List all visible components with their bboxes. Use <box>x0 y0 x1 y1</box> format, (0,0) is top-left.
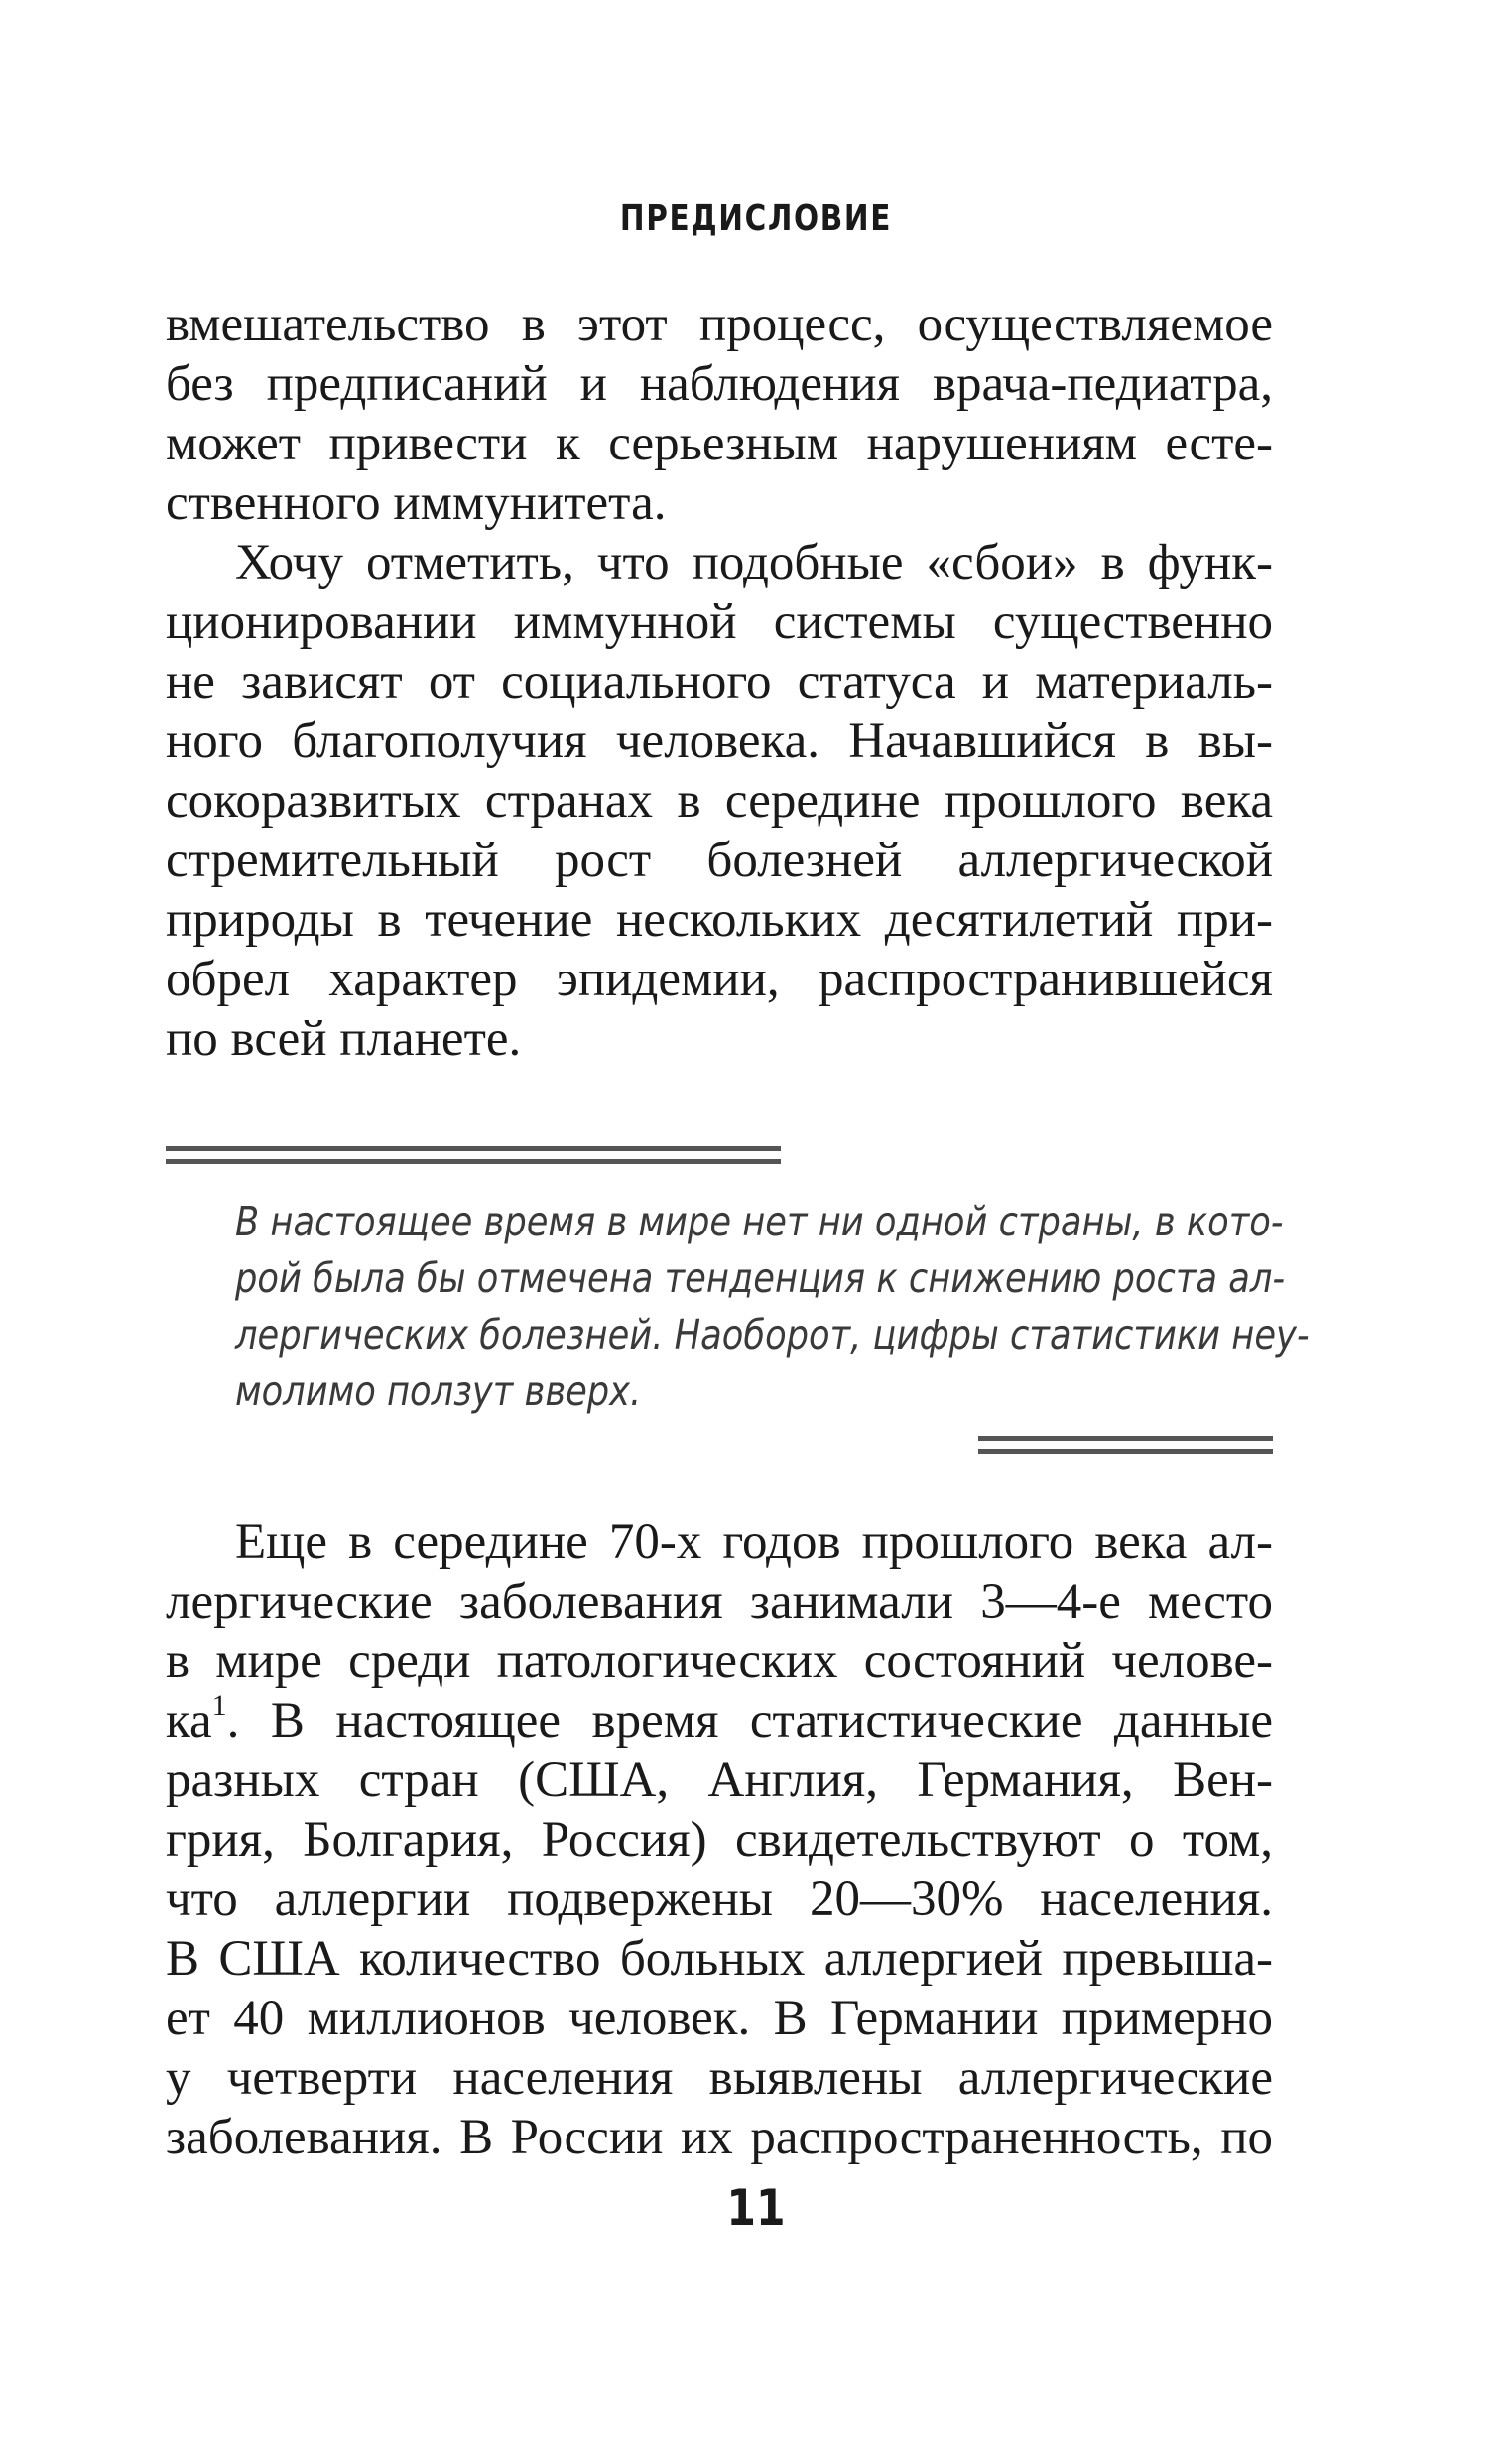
footnote-marker[interactable]: 1 <box>211 1689 227 1722</box>
text-line: ционировании иммунной системы существенно <box>166 594 1273 650</box>
text-line: В США количество больных аллергией превыша- <box>166 1931 1273 1987</box>
text-line: разных стран (США, Англия, Германия, Вен- <box>166 1752 1273 1808</box>
text-line: грия, Болгария, Россия) свидетельствуют о том, <box>166 1812 1273 1868</box>
text-line: заболевания. В России их распространенность, по <box>166 2110 1273 2165</box>
page-number: 11 <box>726 2179 786 2237</box>
text-line: стремительный рост болезней аллергической <box>166 833 1273 888</box>
text-fragment: . В настоящее время статистические данные <box>226 1693 1273 1749</box>
running-head: ПРЕДИСЛОВИЕ <box>619 198 893 239</box>
text-line <box>166 1691 1273 1750</box>
text-line: обрел характер эпидемии, распространившейся <box>166 952 1273 1007</box>
text-fragment: ка <box>166 1693 212 1749</box>
callout-line: молимо ползут вверх. <box>235 1367 642 1415</box>
callout-box <box>235 1194 1310 1420</box>
paragraph-2 <box>166 533 1273 1069</box>
text-line: вмешательство в этот процесс, осуществляемое <box>166 297 1273 352</box>
paragraph-3 <box>166 1512 1273 2167</box>
text-line: в мире среди патологических состояний челове- <box>166 1633 1273 1689</box>
text-line: у четверти населения выявлены аллергические <box>166 2050 1273 2106</box>
callout-bottom-rule <box>978 1436 1273 1454</box>
text-line: сокоразвитых странах в середине прошлого века <box>166 773 1273 829</box>
text-line: Еще в середине 70-х годов прошлого века ал- <box>235 1514 1273 1570</box>
callout-line: рой была бы отмечена тенденция к снижению роста ал- <box>235 1254 1286 1302</box>
callout-top-rule <box>166 1146 781 1164</box>
callout-line: В настоящее время в мире нет ни одной страны, в кото- <box>235 1198 1284 1245</box>
text-line: лергические заболевания занимали 3—4-е место <box>166 1574 1273 1629</box>
text-line: Хочу отметить, что подобные «сбои» в функ- <box>235 535 1273 590</box>
callout-line: лергических болезней. Наоборот, цифры статистики неу- <box>235 1311 1310 1359</box>
text-line: что аллергии подвержены 20—30% населения. <box>166 1872 1273 1927</box>
paragraph-continuation <box>166 295 1273 533</box>
text-line: может привести к серьезным нарушениям есте- <box>166 416 1273 471</box>
text-line: по всей планете. <box>166 1011 522 1067</box>
text-line: природы в течение нескольких десятилетий при- <box>166 892 1273 948</box>
text-line: без предписаний и наблюдения врача-педиатра, <box>166 356 1273 412</box>
text-line: ет 40 миллионов человек. В Германии примерно <box>166 1991 1273 2046</box>
text-line: не зависят от социального статуса и материаль- <box>166 654 1273 710</box>
text-line: ственного иммунитета. <box>166 475 667 531</box>
text-line: ного благополучия человека. Начавшийся в вы- <box>166 713 1273 769</box>
